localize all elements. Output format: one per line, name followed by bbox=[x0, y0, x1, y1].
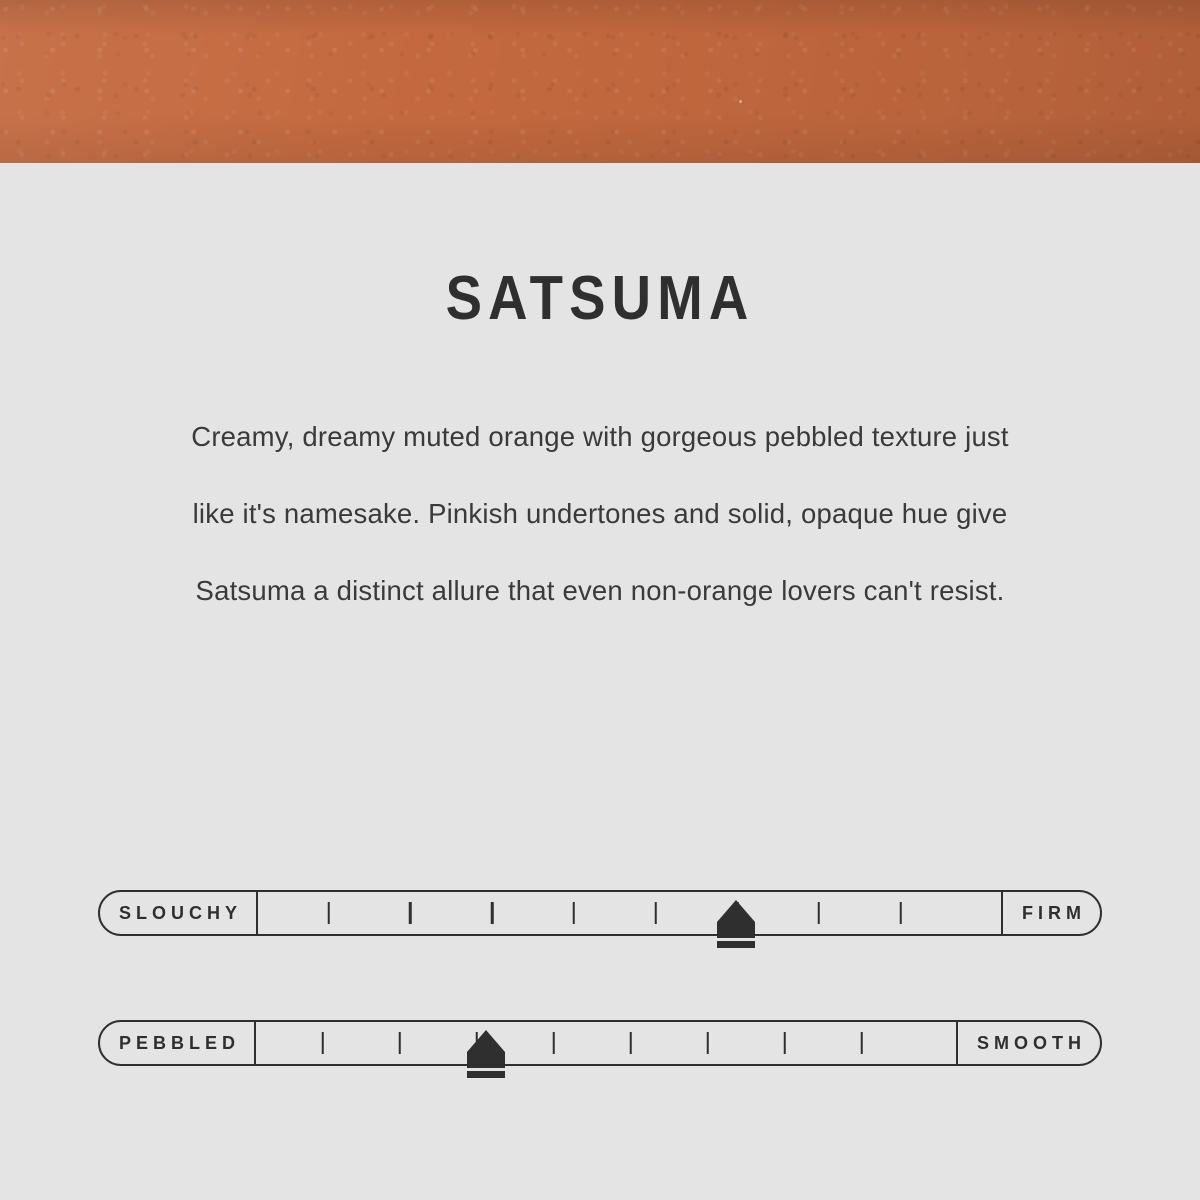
slider-tick bbox=[398, 1032, 401, 1054]
slider-tick bbox=[706, 1032, 709, 1054]
handle-body bbox=[467, 1052, 505, 1068]
slider-tick bbox=[818, 902, 821, 924]
description-line-3: Satsuma a distinct allure that even non-orange lovers can't resist. bbox=[195, 575, 1005, 606]
swatch-shading-overlay bbox=[0, 0, 1200, 163]
description-line-1: Creamy, dreamy muted orange with gorgeous pebbled texture just bbox=[191, 421, 1009, 452]
slider-texture-track[interactable] bbox=[256, 1022, 956, 1064]
slider-texture-left-label: PEBBLED bbox=[100, 1022, 256, 1064]
slider-tick bbox=[491, 902, 494, 924]
slider-structure-track[interactable] bbox=[258, 892, 1001, 934]
handle-body bbox=[717, 922, 755, 938]
slider-tick bbox=[899, 902, 902, 924]
slider-tick bbox=[321, 1032, 324, 1054]
attribute-sliders bbox=[0, 890, 1200, 1126]
slider-texture[interactable] bbox=[98, 1020, 1102, 1066]
handle-pin bbox=[467, 1030, 505, 1052]
slider-structure[interactable] bbox=[98, 890, 1102, 936]
slider-tick bbox=[783, 1032, 786, 1054]
slider-tick bbox=[654, 902, 657, 924]
slider-tick bbox=[552, 1032, 555, 1054]
slider-tick bbox=[573, 902, 576, 924]
slider-texture-wrapper bbox=[98, 1020, 1102, 1126]
slider-texture-handle[interactable] bbox=[467, 1030, 505, 1078]
description-line-2: like it's namesake. Pinkish undertones and solid, opaque hue give bbox=[192, 498, 1008, 529]
slider-tick bbox=[860, 1032, 863, 1054]
slider-texture-right-label: SMOOTH bbox=[956, 1022, 1100, 1064]
slider-tick bbox=[327, 902, 330, 924]
slider-tick bbox=[629, 1032, 632, 1054]
leather-swatch-banner bbox=[0, 0, 1200, 163]
handle-foot bbox=[467, 1071, 505, 1078]
slider-structure-wrapper bbox=[98, 890, 1102, 996]
slider-structure-handle[interactable] bbox=[717, 900, 755, 948]
slider-structure-right-label: FIRM bbox=[1001, 892, 1100, 934]
page-title: SATSUMA bbox=[445, 264, 755, 333]
handle-foot bbox=[717, 941, 755, 948]
color-description bbox=[120, 398, 1080, 629]
swatch-highlight-speck bbox=[739, 100, 742, 103]
slider-structure-left-label: SLOUCHY bbox=[100, 892, 258, 934]
slider-tick bbox=[409, 902, 412, 924]
handle-pin bbox=[717, 900, 755, 922]
